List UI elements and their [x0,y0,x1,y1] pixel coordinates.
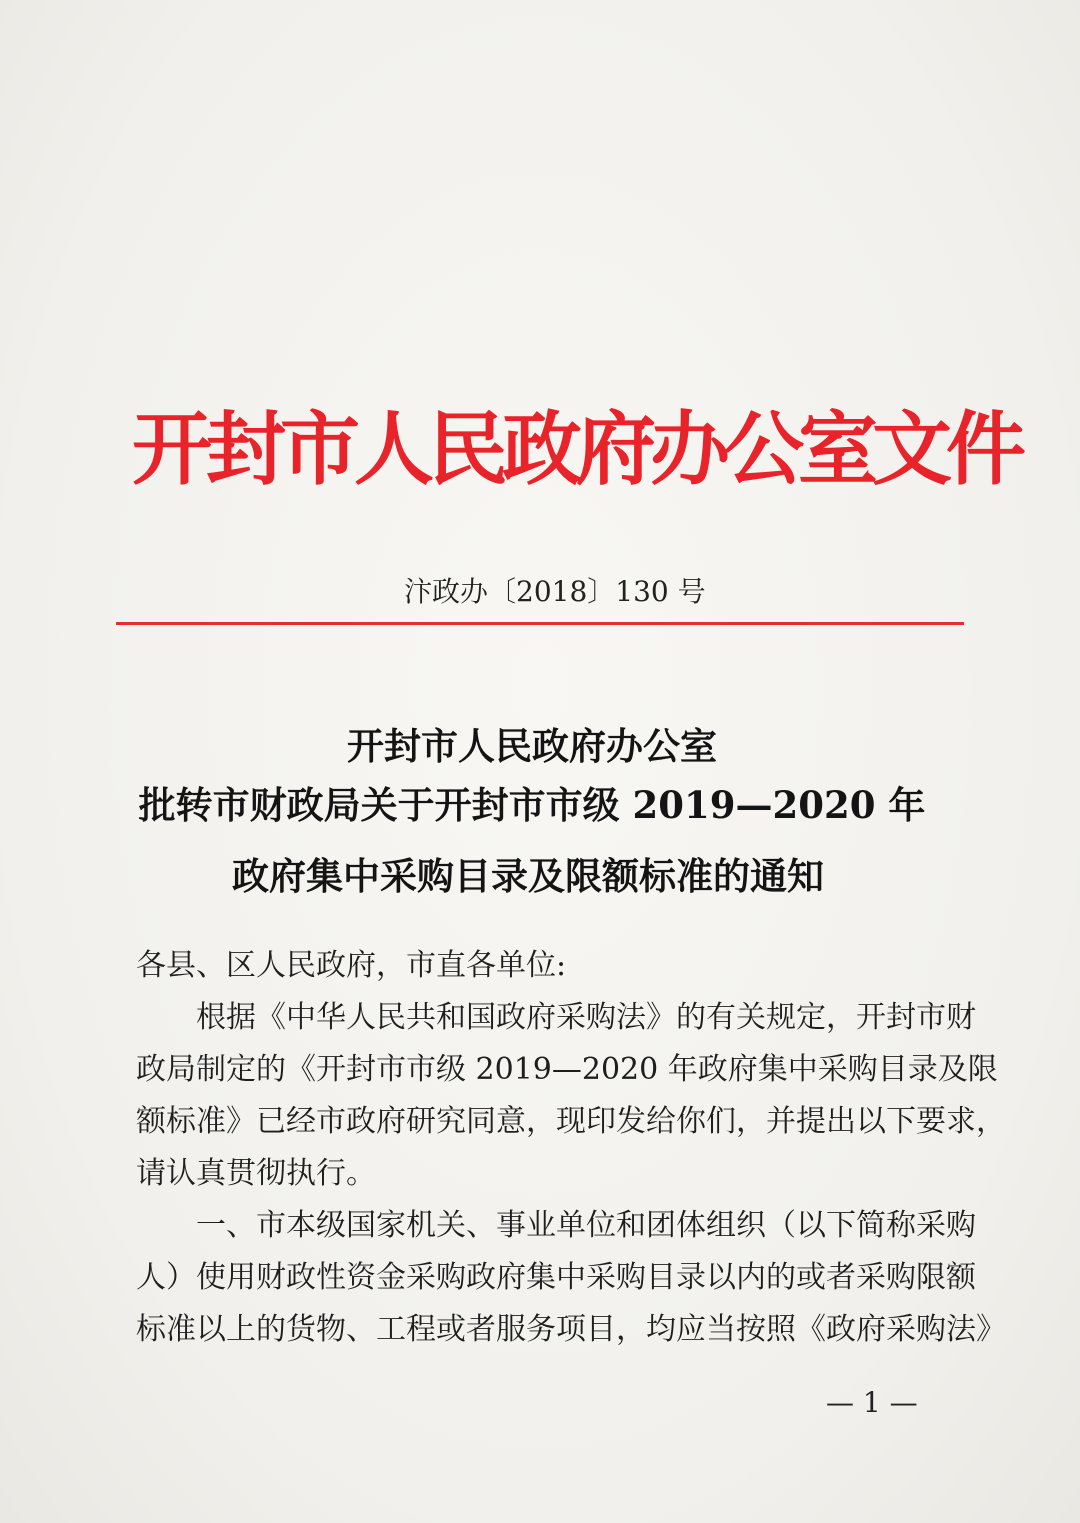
body-line-3: 额标准》已经市政府研究同意，现印发给你们，并提出以下要求， [136,1104,1006,1139]
title-line-1: 开封市人民政府办公室 [347,724,717,768]
red-divider-line [116,622,964,625]
body-line-1: 根据《中华人民共和国政府采购法》的有关规定，开封市财 [136,1000,976,1035]
document-number: 汴政办〔2018〕130 号 [404,575,706,608]
body-line-5: 一、市本级国家机关、事业单位和团体组织（以下简称采购 [136,1208,976,1243]
issuer-header: 开封市人民政府办公室文件 [132,403,1020,496]
title-line-3: 政府集中采购目录及限额标准的通知 [232,854,824,898]
body-line-6: 人）使用财政性资金采购政府集中采购目录以内的或者采购限额 [136,1260,976,1295]
body-line-7: 标准以上的货物、工程或者服务项目，均应当按照《政府采购法》 [136,1312,1006,1347]
body-line-2: 政局制定的《开封市市级 2019—2020 年政府集中采购目录及限 [136,1052,998,1087]
page-number: — 1 — [826,1386,918,1419]
title-line-2: 批转市财政局关于开封市市级 2019—2020 年 [138,783,926,827]
salutation: 各县、区人民政府，市直各单位: [136,948,567,983]
body-line-4: 请认真贯彻执行。 [136,1156,376,1191]
